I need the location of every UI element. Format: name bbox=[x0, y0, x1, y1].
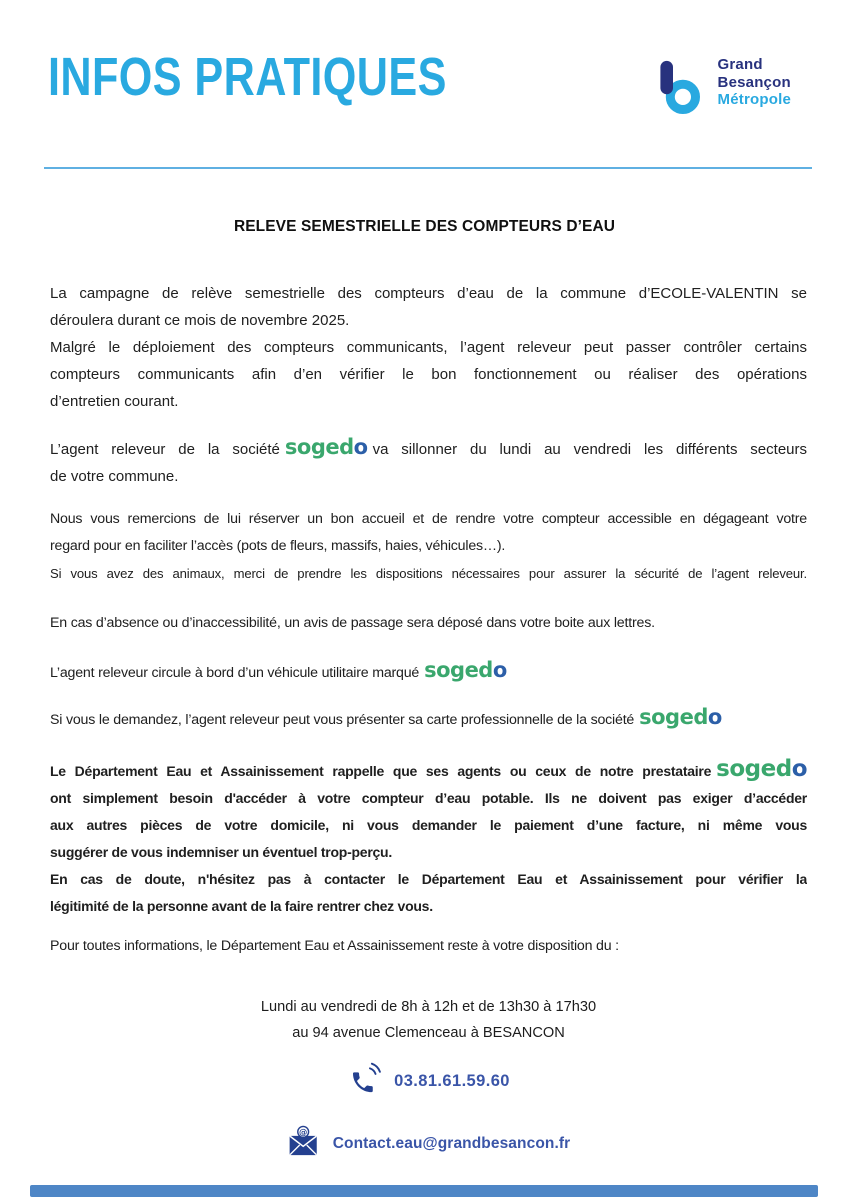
text-line bbox=[50, 756, 807, 785]
sogedo-logo: sogedo bbox=[639, 705, 722, 729]
logo-text bbox=[718, 56, 791, 109]
text-line bbox=[50, 657, 807, 687]
logo-line-2: Besançon bbox=[717, 73, 791, 91]
text-line: Si vous avez des animaux, merci de prendre les dispositions nécessaires pour assurer la sécurité de l’agent releveur. bbox=[50, 566, 807, 581]
text-line: ont simplement besoin d'accéder à votre compteur d’eau potable. Ils ne doivent pas exiger d’accéder bbox=[50, 790, 807, 806]
text-line: d’entretien courant. bbox=[50, 393, 179, 410]
text-segment: L’agent releveur de la société bbox=[50, 441, 280, 458]
paragraph-vehicule bbox=[50, 657, 807, 687]
text-line: compteurs communicants afin d’en vérifier le bon fonctionnement ou réaliser des opérations bbox=[50, 366, 807, 383]
footer-bar bbox=[30, 1185, 818, 1197]
text-line: de votre commune. bbox=[50, 468, 179, 485]
phone-icon bbox=[347, 1061, 383, 1102]
text-line: suggérer de vous indemniser un éventuel trop-perçu. bbox=[50, 844, 392, 860]
text-line bbox=[50, 434, 807, 463]
text-segment: L’agent releveur circule à bord d’un véhicule utilitaire marqué bbox=[50, 665, 420, 681]
text-segment: Si vous le demandez, l’agent releveur peut vous présenter sa carte professionnelle de la société bbox=[50, 712, 635, 728]
phone-number[interactable]: 03.81.61.59.60 bbox=[394, 1072, 510, 1090]
phone-row bbox=[50, 1061, 807, 1102]
paragraph-agent-sillonne bbox=[50, 434, 807, 490]
text-line: aux autres pièces de votre domicile, ni vous demander le paiement d’une facture, ni même vous bbox=[50, 817, 807, 833]
sogedo-logo: sogedo bbox=[284, 435, 368, 459]
text-segment: Le Département Eau et Assainissement rappelle que ses agents ou ceux de notre prestataire bbox=[50, 763, 712, 779]
text-line: En cas de doute, n'hésitez pas à contacter le Département Eau et Assainissement pour vérifier la bbox=[50, 871, 807, 887]
text-line: regard pour en faciliter l’accès (pots de fleurs, massifs, haies, véhicules…). bbox=[50, 538, 506, 554]
text-segment: va sillonner du lundi au vendredi les différents secteurs bbox=[372, 441, 807, 458]
logo-line-1: Grand bbox=[717, 56, 763, 73]
document-body bbox=[0, 280, 849, 1163]
text-line: Nous vous remercions de lui réserver un bon accueil et de rendre votre compteur accessible en dégageant votre bbox=[50, 511, 807, 527]
email-icon bbox=[287, 1125, 322, 1163]
text-line: En cas d’absence ou d’inaccessibilité, un avis de passage sera déposé dans votre boite aux lettres. bbox=[50, 615, 655, 631]
sogedo-logo: sogedo bbox=[716, 756, 807, 782]
text-line: déroulera durant ce mois de novembre 2025. bbox=[50, 312, 350, 329]
schedule-block bbox=[50, 994, 807, 1046]
text-line bbox=[50, 704, 807, 734]
text-line: La campagne de relève semestrielle des compteurs d’eau de la commune d’ECOLE-VALENTIN se bbox=[50, 285, 807, 302]
paragraph-informations bbox=[50, 933, 807, 960]
text-line: Pour toutes informations, le Département Eau et Assainissement reste à votre disposition du : bbox=[50, 938, 619, 954]
sogedo-logo: sogedo bbox=[424, 658, 507, 682]
paragraph-avertissement bbox=[50, 756, 807, 920]
paragraph-avis-passage bbox=[50, 610, 807, 637]
text-line: légitimité de la personne avant de la faire rentrer chez vous. bbox=[50, 898, 433, 914]
schedule-address: au 94 avenue Clemenceau à BESANCON bbox=[292, 1025, 565, 1041]
text-line: Malgré le déploiement des compteurs communicants, l’agent releveur peut passer contrôler certains bbox=[50, 339, 807, 356]
svg-text:@: @ bbox=[298, 1126, 308, 1137]
header bbox=[0, 0, 849, 123]
schedule-hours: Lundi au vendredi de 8h à 12h et de 13h30 à 17h30 bbox=[260, 999, 597, 1015]
paragraph-carte-professionnelle bbox=[50, 704, 807, 734]
paragraph-bon-accueil bbox=[50, 506, 807, 587]
email-row bbox=[50, 1125, 807, 1163]
page-title: INFOS PRATIQUES bbox=[48, 47, 447, 107]
b-mark-icon bbox=[655, 56, 709, 123]
email-address[interactable]: Contact.eau@grandbesancon.fr bbox=[332, 1135, 571, 1152]
document-title: RELEVE SEMESTRIELLE DES COMPTEURS D’EAU bbox=[233, 218, 616, 235]
header-divider bbox=[44, 167, 812, 169]
logo-line-3: Métropole bbox=[717, 91, 791, 109]
paragraph-campagne bbox=[50, 280, 807, 415]
grand-besancon-logo bbox=[655, 56, 791, 123]
